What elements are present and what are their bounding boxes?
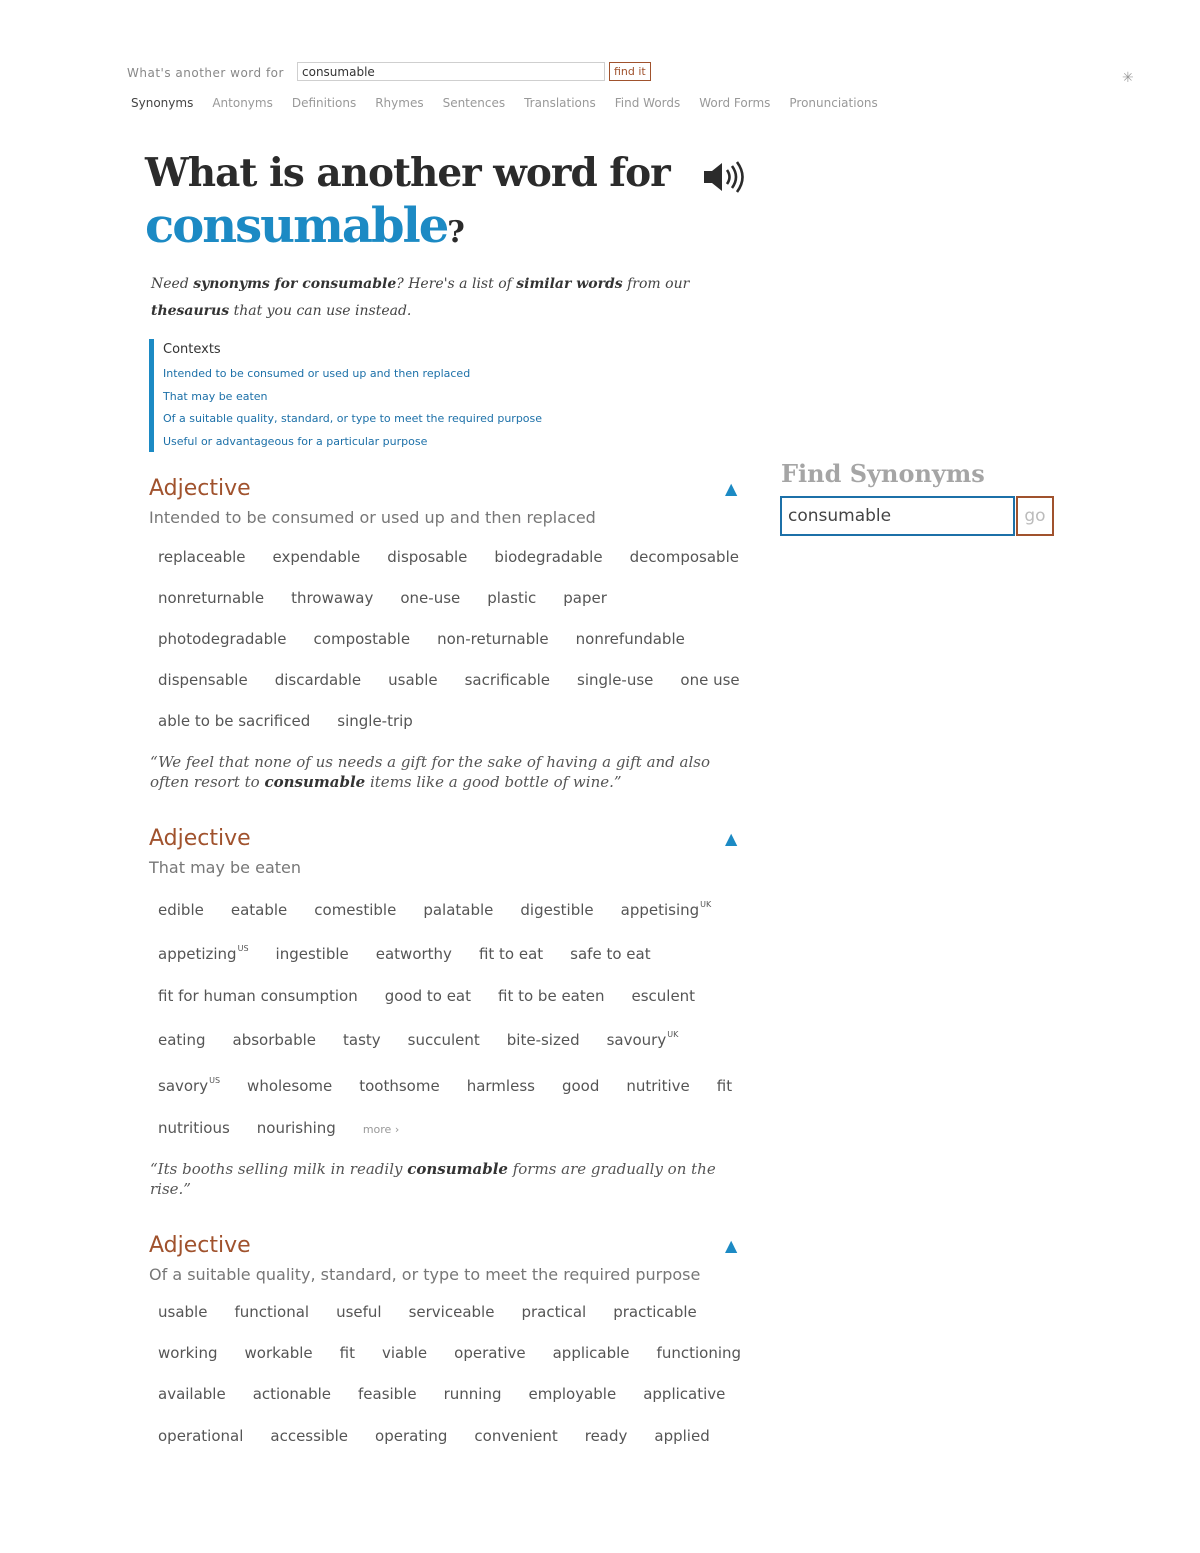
- synonym-link[interactable]: [454, 1344, 525, 1362]
- synonym-link[interactable]: [631, 987, 695, 1005]
- synonym-link[interactable]: [387, 548, 467, 566]
- synonym-word: wholesome: [247, 1077, 333, 1095]
- synonym-word: fit to be eaten: [498, 987, 605, 1005]
- intro-text: [151, 271, 751, 325]
- synonym-link[interactable]: [158, 589, 264, 607]
- synonym-row: [158, 901, 738, 919]
- context-link[interactable]: Of a suitable quality, standard, or type to meet the required purpose: [163, 412, 543, 425]
- synonym-word: appetizing: [158, 945, 237, 963]
- synonym-word: appetising: [620, 901, 700, 919]
- top-search-bar: [127, 62, 1127, 84]
- synonym-link[interactable]: [585, 1427, 628, 1445]
- synonym-link[interactable]: [487, 589, 536, 607]
- synonym-link[interactable]: [158, 1427, 243, 1445]
- synonym-word: accessible: [270, 1427, 349, 1445]
- synonym-link[interactable]: [388, 671, 437, 689]
- synonym-word: eatworthy: [375, 945, 452, 963]
- collapse-triangle-icon[interactable]: ▲: [725, 829, 738, 848]
- synonym-link[interactable]: [479, 945, 543, 963]
- synonym-section: [149, 475, 749, 791]
- synonym-link[interactable]: [529, 1385, 617, 1403]
- synonym-word: non-returnable: [437, 630, 549, 648]
- synonym-link[interactable]: [291, 589, 373, 607]
- find-synonyms-title: Find Synonyms: [781, 459, 985, 488]
- tab-definitions[interactable]: Definitions: [291, 96, 357, 110]
- synonym-word: single-trip: [337, 712, 413, 730]
- tab-word-forms[interactable]: Word Forms: [699, 96, 771, 110]
- synonym-link[interactable]: [400, 589, 460, 607]
- tab-translations[interactable]: Translations: [524, 96, 596, 110]
- synonym-link[interactable]: [276, 945, 349, 963]
- synonym-row: [158, 712, 440, 730]
- page-title: What is another word for: [145, 150, 670, 196]
- quote-text: “We feel that none of us needs a gift for the sake of having a gift and also often resort to: [150, 753, 711, 791]
- synonym-word: ready: [584, 1427, 628, 1445]
- synonym-link[interactable]: [234, 1303, 309, 1321]
- synonym-word: eating: [158, 1031, 206, 1049]
- synonym-word: comestible: [314, 901, 397, 919]
- synonym-link[interactable]: [680, 671, 739, 689]
- synonym-link[interactable]: [498, 987, 604, 1005]
- synonym-word: fit to eat: [478, 945, 544, 963]
- synonym-word: ingestible: [275, 945, 349, 963]
- sense-definition: Of a suitable quality, standard, or type to meet the required purpose: [149, 1265, 701, 1284]
- example-quote: [150, 1159, 740, 1199]
- synonym-link[interactable]: [717, 1077, 732, 1095]
- synonym-word: compostable: [313, 630, 411, 648]
- synonym-link[interactable]: [507, 1031, 580, 1049]
- synonym-link[interactable]: [409, 1303, 495, 1321]
- synonym-word: savoury: [606, 1031, 667, 1049]
- synonym-link[interactable]: [630, 548, 739, 566]
- synonym-word: usable: [158, 1303, 208, 1321]
- synonym-word: sacrificable: [464, 671, 551, 689]
- synonym-link[interactable]: [553, 1344, 630, 1362]
- synonym-link[interactable]: [158, 548, 246, 566]
- part-of-speech: Adjective: [149, 1233, 251, 1258]
- collapse-triangle-icon[interactable]: ▲: [725, 479, 738, 498]
- synonym-word: throwaway: [291, 589, 374, 607]
- tab-sentences[interactable]: Sentences: [442, 96, 506, 110]
- synonym-link[interactable]: [158, 1031, 206, 1049]
- synonym-link[interactable]: [158, 1344, 218, 1362]
- synonym-word: fit for human consumption: [158, 987, 358, 1005]
- intro-part: Need: [151, 276, 194, 292]
- synonym-row: [158, 1031, 705, 1049]
- synonym-link[interactable]: [621, 901, 712, 919]
- synonym-word: nutritive: [626, 1077, 690, 1095]
- synonym-section: [149, 1232, 749, 1445]
- synonym-link[interactable]: [233, 1031, 317, 1049]
- region-tag: US: [237, 944, 249, 953]
- synonym-word: single-use: [577, 671, 654, 689]
- synonym-link[interactable]: [245, 1344, 313, 1362]
- synonym-link[interactable]: [314, 630, 411, 648]
- synonym-word: decomposable: [629, 548, 739, 566]
- synonym-word: viable: [382, 1344, 428, 1362]
- synonym-link[interactable]: [158, 1077, 220, 1095]
- part-of-speech: Adjective: [149, 476, 251, 501]
- quote-headword: consumable: [264, 773, 366, 791]
- synonym-word: esculent: [631, 987, 696, 1005]
- synonym-link[interactable]: [607, 1031, 679, 1049]
- synonym-row: [158, 1385, 752, 1403]
- intro-part: ? Here's a list of: [396, 276, 517, 292]
- synonym-link[interactable]: [158, 630, 287, 648]
- synonym-word: functional: [234, 1303, 310, 1321]
- find-synonyms-input[interactable]: [780, 496, 1015, 536]
- synonym-word: disposable: [387, 548, 468, 566]
- synonym-word: bite-sized: [506, 1031, 580, 1049]
- synonym-word: nonreturnable: [158, 589, 265, 607]
- synonym-link[interactable]: [158, 945, 249, 963]
- synonym-word: operative: [454, 1344, 526, 1362]
- synonym-link[interactable]: [158, 1385, 226, 1403]
- synonym-link[interactable]: [570, 945, 650, 963]
- intro-bold: synonyms for consumable: [193, 276, 397, 292]
- synonym-link[interactable]: [253, 1385, 331, 1403]
- synonym-word: safe to eat: [570, 945, 651, 963]
- tab-antonyms[interactable]: Antonyms: [212, 96, 273, 110]
- synonym-section: [149, 825, 749, 1198]
- synonym-word: workable: [244, 1344, 313, 1362]
- synonym-link[interactable]: [494, 548, 602, 566]
- synonym-link[interactable]: [158, 901, 204, 919]
- synonym-link[interactable]: [340, 1344, 355, 1362]
- synonym-word: succulent: [407, 1031, 480, 1049]
- synonym-word: operational: [158, 1427, 244, 1445]
- tab-pronunciations[interactable]: Pronunciations: [789, 96, 878, 110]
- synonym-link[interactable]: [336, 1303, 382, 1321]
- synonym-link[interactable]: [343, 1031, 381, 1049]
- synonym-link[interactable]: [314, 901, 396, 919]
- synonym-link[interactable]: [563, 589, 607, 607]
- synonym-link[interactable]: [437, 630, 549, 648]
- nav-tabs: [131, 96, 878, 110]
- synonym-link[interactable]: [423, 901, 493, 919]
- synonym-row: [158, 1119, 399, 1137]
- synonym-word: palatable: [423, 901, 494, 919]
- synonym-row: [158, 671, 767, 689]
- region-tag: UK: [700, 900, 712, 909]
- synonym-word: actionable: [252, 1385, 331, 1403]
- contexts-box: [149, 339, 649, 452]
- sense-definition: That may be eaten: [149, 858, 302, 877]
- synonym-word: biodegradable: [494, 548, 603, 566]
- synonym-word: expendable: [272, 548, 361, 566]
- synonym-word: nutritious: [158, 1119, 230, 1137]
- synonym-word: good: [561, 1077, 600, 1095]
- synonym-link[interactable]: [270, 1427, 348, 1445]
- go-button[interactable]: go: [1016, 496, 1054, 536]
- intro-bold: similar words: [516, 276, 623, 292]
- synonym-word: operating: [375, 1427, 448, 1445]
- synonym-link[interactable]: [385, 987, 471, 1005]
- collapse-triangle-icon[interactable]: ▲: [725, 1236, 738, 1255]
- synonym-word: good to eat: [384, 987, 471, 1005]
- synonym-word: edible: [158, 901, 204, 919]
- synonym-link[interactable]: [158, 1303, 207, 1321]
- quote-text: items like a good bottle of wine.”: [365, 773, 622, 791]
- synonym-link[interactable]: [382, 1344, 427, 1362]
- synonym-word: fit: [339, 1344, 355, 1362]
- synonym-word: employable: [528, 1385, 617, 1403]
- synonym-link[interactable]: [257, 1119, 336, 1137]
- sense-definition: Intended to be consumed or used up and then replaced: [149, 508, 596, 527]
- top-search-input[interactable]: [297, 62, 605, 81]
- synonym-link[interactable]: [408, 1031, 480, 1049]
- region-tag: US: [209, 1076, 221, 1085]
- synonym-word: one-use: [400, 589, 461, 607]
- synonym-link[interactable]: [444, 1385, 502, 1403]
- synonym-link[interactable]: [275, 671, 361, 689]
- context-link[interactable]: Intended to be consumed or used up and then replaced: [163, 367, 471, 380]
- synonym-word: feasible: [358, 1385, 417, 1403]
- title-question-mark: ?: [447, 215, 465, 250]
- context-link[interactable]: That may be eaten: [163, 389, 268, 403]
- quote-text: “Its booths selling milk in readily: [150, 1160, 408, 1178]
- synonym-link[interactable]: [359, 1077, 439, 1095]
- synonym-word: applied: [654, 1427, 710, 1445]
- synonym-link[interactable]: [577, 671, 653, 689]
- synonym-word: practicable: [613, 1303, 697, 1321]
- synonym-word: replaceable: [158, 548, 246, 566]
- synonym-word: eatable: [230, 901, 288, 919]
- synonym-word: able to be sacrificed: [158, 712, 311, 730]
- synonym-row: [158, 1427, 737, 1445]
- synonym-word: useful: [336, 1303, 382, 1321]
- synonym-word: functioning: [656, 1344, 742, 1362]
- synonym-word: dispensable: [158, 671, 248, 689]
- tab-find-words[interactable]: Find Words: [614, 96, 681, 110]
- more-link[interactable]: more ›: [362, 1123, 400, 1136]
- synonym-link[interactable]: [613, 1303, 697, 1321]
- synonym-row: [158, 630, 712, 648]
- synonym-link[interactable]: [337, 712, 413, 730]
- synonym-word: plastic: [487, 589, 537, 607]
- synonym-word: photodegradable: [158, 630, 287, 648]
- synonym-word: nonrefundable: [575, 630, 685, 648]
- synonym-link[interactable]: [520, 901, 593, 919]
- intro-bold: thesaurus: [151, 303, 230, 319]
- region-tag: UK: [667, 1030, 679, 1039]
- headword: [145, 198, 465, 261]
- synonym-link[interactable]: [273, 548, 361, 566]
- synonym-word: discardable: [274, 671, 362, 689]
- quote-headword: consumable: [407, 1160, 508, 1178]
- synonym-link[interactable]: [467, 1077, 535, 1095]
- synonym-link[interactable]: [231, 901, 287, 919]
- synonym-word: serviceable: [408, 1303, 495, 1321]
- intro-part: from our: [622, 276, 690, 292]
- speaker-icon[interactable]: [702, 158, 748, 196]
- part-of-speech: Adjective: [149, 826, 251, 851]
- synonym-word: usable: [388, 671, 438, 689]
- synonym-word: toothsome: [359, 1077, 440, 1095]
- tab-synonyms[interactable]: Synonyms: [131, 96, 194, 110]
- synonym-row: [158, 1077, 759, 1095]
- synonym-row: [158, 548, 766, 566]
- headword-text: consumable: [145, 198, 448, 254]
- intro-part: that you can use instead.: [229, 303, 412, 319]
- synonym-link[interactable]: [576, 630, 685, 648]
- synonym-word: savory: [158, 1077, 209, 1095]
- synonym-word: harmless: [466, 1077, 535, 1095]
- synonym-word: fit: [716, 1077, 733, 1095]
- synonym-link[interactable]: [654, 1427, 709, 1445]
- synonym-word: practical: [521, 1303, 587, 1321]
- find-it-button[interactable]: find it: [609, 62, 651, 81]
- synonym-link[interactable]: [158, 671, 248, 689]
- synonym-link[interactable]: [158, 1119, 230, 1137]
- synonym-link[interactable]: [375, 1427, 447, 1445]
- context-link[interactable]: Useful or advantageous for a particular purpose: [163, 434, 428, 448]
- synonym-link[interactable]: [626, 1077, 689, 1095]
- synonym-row: [158, 1303, 724, 1321]
- synonym-word: available: [158, 1385, 226, 1403]
- synonym-link[interactable]: [657, 1344, 741, 1362]
- synonym-link[interactable]: [247, 1077, 332, 1095]
- synonym-link[interactable]: [465, 671, 550, 689]
- synonym-word: absorbable: [232, 1031, 317, 1049]
- synonym-row: [158, 987, 722, 1005]
- tab-rhymes[interactable]: Rhymes: [375, 96, 424, 110]
- synonym-word: working: [158, 1344, 218, 1362]
- synonym-word: nourishing: [256, 1119, 336, 1137]
- settings-icon[interactable]: ✳: [1122, 70, 1134, 86]
- synonym-link[interactable]: [474, 1427, 557, 1445]
- synonym-link[interactable]: [376, 945, 452, 963]
- synonym-word: running: [443, 1385, 502, 1403]
- synonym-link[interactable]: [643, 1385, 725, 1403]
- quote-text: forms are gradually on the rise.”: [150, 1160, 716, 1198]
- synonym-row: [158, 1344, 768, 1362]
- synonym-word: one use: [680, 671, 740, 689]
- synonym-link[interactable]: [158, 712, 310, 730]
- synonym-link[interactable]: [358, 1385, 417, 1403]
- synonym-link[interactable]: [158, 987, 358, 1005]
- synonym-word: convenient: [474, 1427, 558, 1445]
- synonym-link[interactable]: [562, 1077, 599, 1095]
- synonym-row: [158, 945, 678, 963]
- synonym-word: tasty: [343, 1031, 381, 1049]
- contexts-title: Contexts: [163, 342, 221, 357]
- synonym-word: paper: [563, 589, 607, 607]
- top-search-label: What's another word for: [127, 66, 284, 80]
- example-quote: [150, 752, 740, 792]
- synonym-row: [158, 589, 634, 607]
- synonym-word: applicative: [643, 1385, 726, 1403]
- synonym-word: digestible: [520, 901, 594, 919]
- synonym-link[interactable]: [521, 1303, 586, 1321]
- synonym-word: applicable: [552, 1344, 630, 1362]
